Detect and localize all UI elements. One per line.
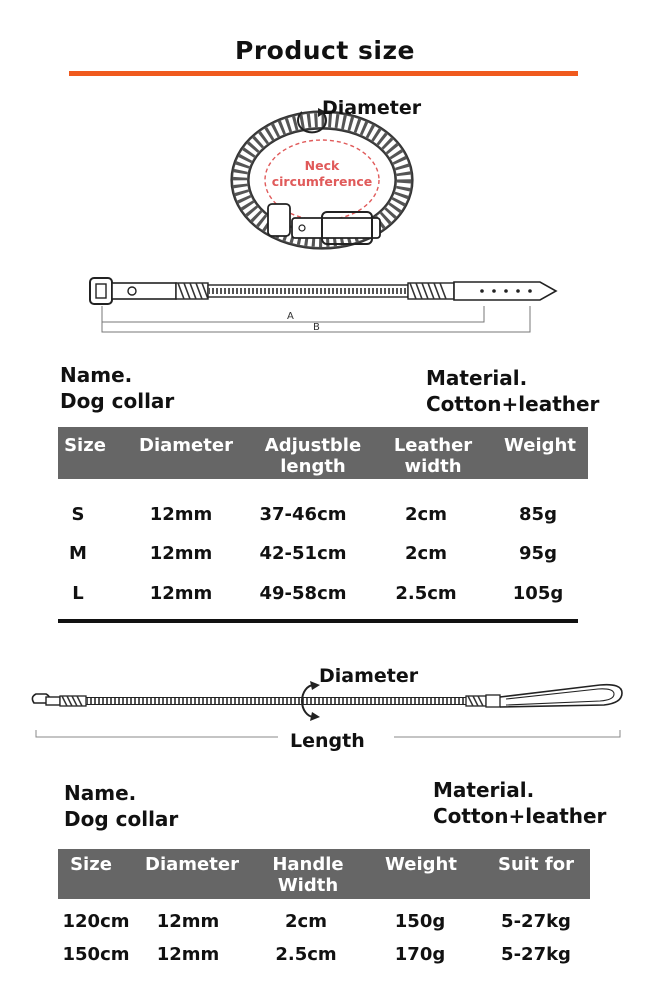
- collar-cell-size: S: [71, 504, 85, 525]
- collar-cell-width: 2.5cm: [395, 583, 457, 604]
- collar-material-value: Cotton+leather: [426, 392, 600, 416]
- leash-diagram: [0, 655, 650, 765]
- leash-cell-weight: 150g: [394, 911, 446, 932]
- leash-cell-suit-for: 5-27kg: [501, 911, 571, 932]
- collar-cell-diameter: 12mm: [149, 583, 213, 604]
- leash-cell-size: 150cm: [62, 944, 130, 965]
- title-underline: [69, 71, 578, 76]
- flat-collar: [90, 278, 556, 304]
- collar-cell-length: 42-51cm: [259, 543, 347, 564]
- leash-illustration: [32, 685, 622, 707]
- collar-cell-diameter: 12mm: [149, 504, 213, 525]
- dimension-lines: [102, 306, 530, 333]
- collar-name-label: Name.: [60, 363, 133, 387]
- collar-diameter-label: Diameter: [322, 97, 422, 119]
- collar-cell-diameter: 12mm: [149, 543, 213, 564]
- page-title: Product size: [235, 36, 415, 65]
- leash-cell-diameter: 12mm: [156, 911, 220, 932]
- leash-cell-weight: 170g: [394, 944, 446, 965]
- section-divider: [58, 619, 578, 623]
- leash-name-label: Name.: [64, 781, 137, 805]
- neck-label-line1: Neck: [304, 158, 340, 173]
- collar-ring-diagram: [0, 90, 650, 360]
- leash-cell-handle-width: 2cm: [285, 911, 327, 932]
- leash-length-label: Length: [290, 730, 365, 752]
- collar-name-value: Dog collar: [60, 389, 175, 413]
- leash-material-value: Cotton+leather: [433, 804, 607, 828]
- collar-header-length: Adjustble length: [264, 435, 362, 477]
- leash-material-label: Material.: [433, 778, 535, 802]
- collar-cell-size: L: [72, 583, 84, 604]
- leash-name-block: [64, 780, 178, 832]
- collar-header-leather-width: Leather width: [393, 435, 473, 477]
- leash-cell-size: 120cm: [62, 911, 130, 932]
- collar-cell-width: 2cm: [405, 543, 447, 564]
- collar-header-weight: Weight: [504, 435, 576, 456]
- collar-table-header: [58, 427, 588, 479]
- neck-label-line2: circumference: [271, 174, 373, 189]
- collar-material-block: [426, 365, 599, 417]
- leash-header-size: Size: [70, 854, 112, 875]
- collar-cell-length: 37-46cm: [259, 504, 347, 525]
- collar-cell-size: M: [69, 543, 87, 564]
- collar-cell-width: 2cm: [405, 504, 447, 525]
- collar-cell-weight: 105g: [512, 583, 564, 604]
- leash-header-suit-for: Suit for: [498, 854, 574, 875]
- dim-a-label: A: [287, 311, 294, 322]
- collar-cell-weight: 85g: [519, 504, 557, 525]
- leash-diameter-label: Diameter: [319, 665, 419, 687]
- collar-header-diameter: Diameter: [139, 435, 233, 456]
- leash-cell-suit-for: 5-27kg: [501, 944, 571, 965]
- collar-cell-weight: 95g: [519, 543, 557, 564]
- leash-cell-handle-width: 2.5cm: [275, 944, 337, 965]
- collar-cell-length: 49-58cm: [259, 583, 347, 604]
- leash-table-header: [58, 849, 590, 899]
- collar-name-block: [60, 362, 174, 414]
- collar-material-label: Material.: [426, 366, 528, 390]
- leash-header-diameter: Diameter: [145, 854, 239, 875]
- dim-b-label: B: [313, 322, 320, 333]
- leash-header-weight: Weight: [385, 854, 457, 875]
- leash-header-handle-width: Handle Width: [272, 854, 344, 896]
- leash-name-value: Dog collar: [64, 807, 179, 831]
- leash-material-block: [433, 777, 606, 829]
- leash-cell-diameter: 12mm: [156, 944, 220, 965]
- collar-header-size: Size: [64, 435, 106, 456]
